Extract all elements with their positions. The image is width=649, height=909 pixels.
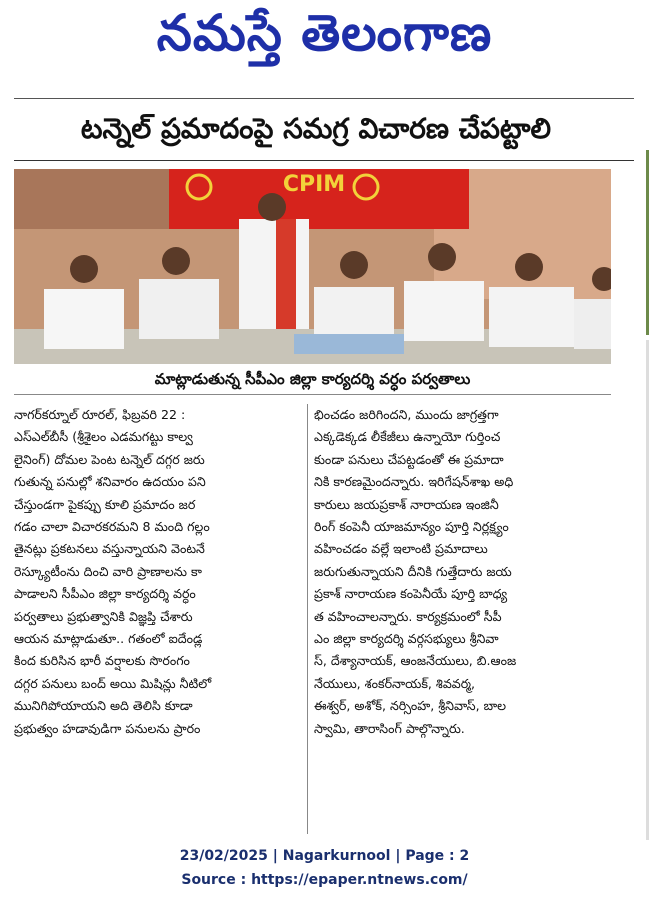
article-text-line: ప్రభుత్వం హడావుడిగా పనులను ప్రారం (14, 720, 201, 736)
article-text-line: పాడాలని సీపీఎం జిల్లా కార్యదర్శి వర్ధం (14, 586, 196, 602)
article-text-line: ఎక్కడెక్కడ లీకేజీలు ఉన్నాయో గుర్తించ (314, 429, 501, 445)
article-text-line: మునిగిపోయాయని అది తెలిసి కూడా (14, 698, 193, 714)
masthead-title: నమస్తే తెలంగాణ (156, 4, 493, 62)
article-body-right-column (314, 404, 614, 740)
article-text-line: గడం చాలా విచారకరమని 8 మంది గల్లం (14, 519, 210, 535)
article-text-line: రింగ్ కంపెనీ యాజమాన్యం పూర్తి నిర్లక్ష్యం (314, 519, 509, 535)
article-text-line: స్, దేశ్యానాయక్, ఆంజనేయులు, బి.ఆంజ (314, 653, 517, 669)
article-text-line: జరుగుతున్నాయని దీనికి గుత్తేదారు జయ (314, 563, 512, 579)
article-text-line: నికి కారణమైందన్నారు. ఇరిగేషన్‌శాఖ అధి (314, 474, 514, 490)
article-text-line: స్వామి, తారాసింగ్ పాల్గొన్నారు. (314, 720, 465, 736)
newspaper-masthead (0, 0, 649, 90)
column-divider (307, 404, 308, 834)
article-text-line: దగ్గర పనులు బంద్ అయి మిషిన్లు నీటిలో (14, 675, 212, 691)
article-text-line: గుతున్న పనుల్లో శనివారం ఉదయం పని (14, 474, 206, 490)
meeting-photo-illustration (14, 169, 611, 364)
article-photo (14, 169, 611, 364)
footer-source: Source : https://epaper.ntnews.com/ (181, 872, 468, 888)
article-body-left-column (14, 404, 300, 740)
article-text-line: ఆయన మాట్లాడుతూ.. గతంలో ఐదేండ్ల (14, 631, 203, 647)
article-text-line: నేయులు, శంకర్‌నాయక్, శివవర్మ, (314, 675, 476, 691)
headline-divider (14, 160, 634, 161)
article-text-line: ఈశ్వర్, అశోక్, నర్సింహ, శ్రీనివాస్, బాల (314, 698, 507, 714)
caption-divider (14, 394, 611, 395)
photo-caption: మాట్లాడుతున్న సీపీఎం జిల్లా కార్యదర్శి వర్ధం పర్వతాలు (154, 370, 471, 388)
article-text-line: నాగర్‌కర్నూల్ రూరల్, ఫిబ్రవరి 22 : (14, 407, 186, 422)
article-text-line: తైనట్లు ప్రకటనలు వస్తున్నాయని వెంటనే (14, 541, 205, 557)
article-text-line: లైనింగ్) దోమల పెంట టన్నెల్ దగ్గర జరు (14, 451, 205, 467)
article-text-line: పర్వతాలు ప్రభుత్వానికి విజ్ఞప్తి చేశారు (14, 608, 193, 624)
article-text-line: ప్రకాశ్ నారాయణ కంపెనీయే పూర్తి బాధ్య (314, 586, 508, 602)
article-text-line: కుండా పనులు చేపట్టడంతో ఈ ప్రమాదా (314, 451, 504, 467)
masthead-divider (14, 98, 634, 99)
banner-text: CPIM (282, 172, 346, 197)
article-text-line: త వహించాలన్నారు. కార్యక్రమంలో సీపీ (314, 608, 502, 624)
article-text-line: వహించడం వల్లే ఇలాంటి ప్రమాదాలు (314, 541, 488, 557)
article-text-line: భించడం జరిగిందని, ముందు జాగ్రత్తగా (314, 407, 499, 422)
article-text-line: ఎస్‌ఎల్‌బీసీ (శ్రీశైలం ఎడమగట్టు కాల్వ (14, 429, 193, 445)
article-text-line: రెస్క్యూటీంను దించి వారి ప్రాణాలను కా (14, 563, 202, 579)
footer-date-edition: 23/02/2025 | Nagarkurnool | Page : 2 (179, 848, 470, 864)
article-text-line: కింద కురిసిన భారీ వర్షాలకు సొరంగం (14, 653, 190, 669)
article-text-line: ఎం జిల్లా కార్యదర్శి వర్గసభ్యులు శ్రీనివా (314, 631, 499, 647)
article-headline: టన్నెల్ ప్రమాదంపై సమగ్ర విచారణ చేపట్టాలి (80, 112, 552, 145)
article-text-line: చేస్తుండగా పైకప్పు కూలి ప్రమాదం జర (14, 496, 196, 512)
article-text-line: కారులు జయప్రకాశ్ నారాయణ ఇంజినీ (314, 496, 499, 512)
